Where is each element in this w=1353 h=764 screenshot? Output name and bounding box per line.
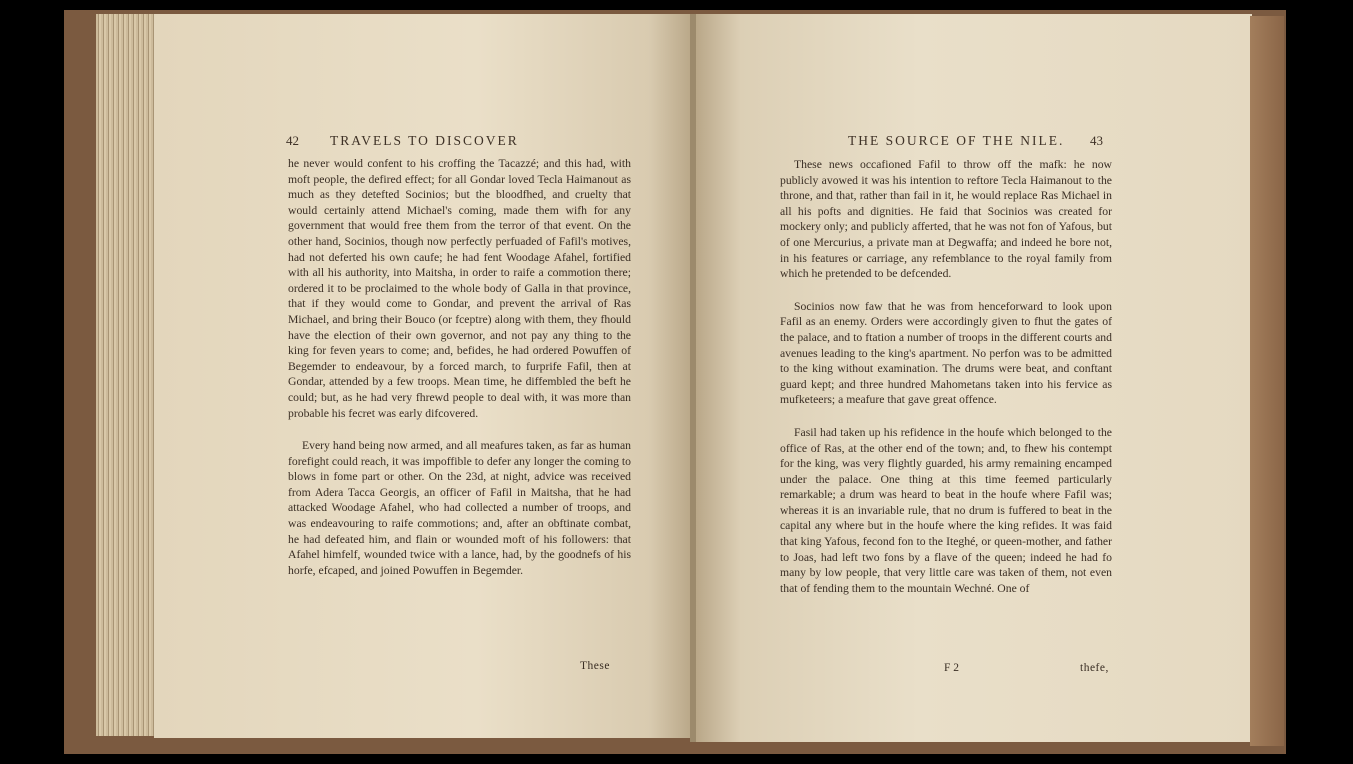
- left-catchword: These: [580, 660, 610, 672]
- left-paragraph-1: he never would confent to his croffing the Tacazzé; and this had, with moft people, the defired effect; for all Gondar loved Tecla Haimanout as much as they detefted Socinios; but the bloodfhed, and cruelty that would certainly attend Michael's coming, made them wifh for any government that would free them from the terror of that event. On the other hand, Socinios, though now perfectly perfuaded of Fafil's motives, had not deferted his own caufe; he had fent Woodage Afahel, fortified with all his authority, into Maitsha, in order to raife a commotion there; ordered it to be proclaimed to the whole body of Galla in that province, that if they would come to Gondar, and prevent the arrival of Ras Michael, and bring their Bouco (or fceptre) along with them, they fhould have the election of their own governor, and not pay any thing to the king for feven years to come; and, befides, he had ordered Powuffen of Begemder to endeavour, by a forced march, to furprife Fafil, then at Gondar, attended by a few troops. Mean time, he diffembled the beft he could; but, as he had very fhrewd people to deal with, it was more than probable his fecret was early difcovered.: [288, 157, 631, 420]
- right-text-block: [780, 157, 1112, 596]
- right-paragraph-3: Fasil had taken up his refidence in the houfe which belonged to the office of Ras, at the other end of the town; and, to fhew his contempt for the king, was very flightly guarded, his army remaining encamped under the palace. One thing at this time feemed particularly remarkable; a drum was heard to beat in the houfe where Fafil was; whereas it is an invariable rule, that no drum is fuffered to beat in the capital any where but in the houfe where the king refides. It was faid that king Yafous, fecond fon to the Iteghé, or queen-mother, and father to Joas, had left two fons by a flave of the queen; indeed he had fo many by low people, that very little care was taken of them, not even that of fending them to the mountain Wechné. One of: [780, 425, 1112, 595]
- right-paragraph-1: These news occafioned Fafil to throw off the mafk: he now publicly avowed it was his intention to reftore Tecla Haimanout to the throne, and that, rather than fail in it, he would replace Ras Michael in all his pofts and dignities. He faid that Socinios was created for mockery only; and publicly afferted, that he was not fon of Yafous, but of one Mercurius, a private man at Degwaffa; and indeed he bore not, in his features or carriage, any refemblance to the royal family from which he pretended to be defcended.: [780, 158, 1112, 281]
- left-folio: 42: [286, 133, 299, 148]
- right-paragraph-2: Socinios now faw that he was from henceforward to look upon Fafil as an enemy. Orders were accordingly given to fhut the gates of the palace, and to ftation a number of troops in the different courts and avenues leading to the king's apartment. No perfon was to be admitted to the king without examination. The drums were beat, and conftant guard kept; and three hundred Mahometans taken into his fervice as mufketeers; a meafure that gave great offence.: [780, 299, 1112, 407]
- right-cover-edge: [1250, 16, 1284, 746]
- left-paragraph-2: Every hand being now armed, and all meafures taken, as far as human forefight could reach, it was impoffible to defer any longer the coming to blows in fome part or other. On the 23d, at night, advice was received from Adera Tacca Georgis, an officer of Fafil in Maitsha, that he had attacked Woodage Afahel, who had collected a number of troops, and was endeavouring to raife commotions; and, after an obftinate combat, he had defeated him, and flain or wounded moft of his followers: that Afahel himfelf, wounded twice with a lance, had, by the goodnefs of his horfe, efcaped, and joined Powuffen in Begemder.: [288, 439, 631, 577]
- right-catchword: thefe,: [1080, 662, 1109, 674]
- left-running-head: TRAVELS TO DISCOVER: [330, 133, 519, 148]
- left-text-block: [288, 156, 631, 578]
- page-block-edge: [96, 14, 154, 736]
- signature-mark: F 2: [944, 662, 960, 674]
- right-running-head: THE SOURCE OF THE NILE.: [848, 133, 1065, 148]
- right-folio: 43: [1090, 133, 1103, 148]
